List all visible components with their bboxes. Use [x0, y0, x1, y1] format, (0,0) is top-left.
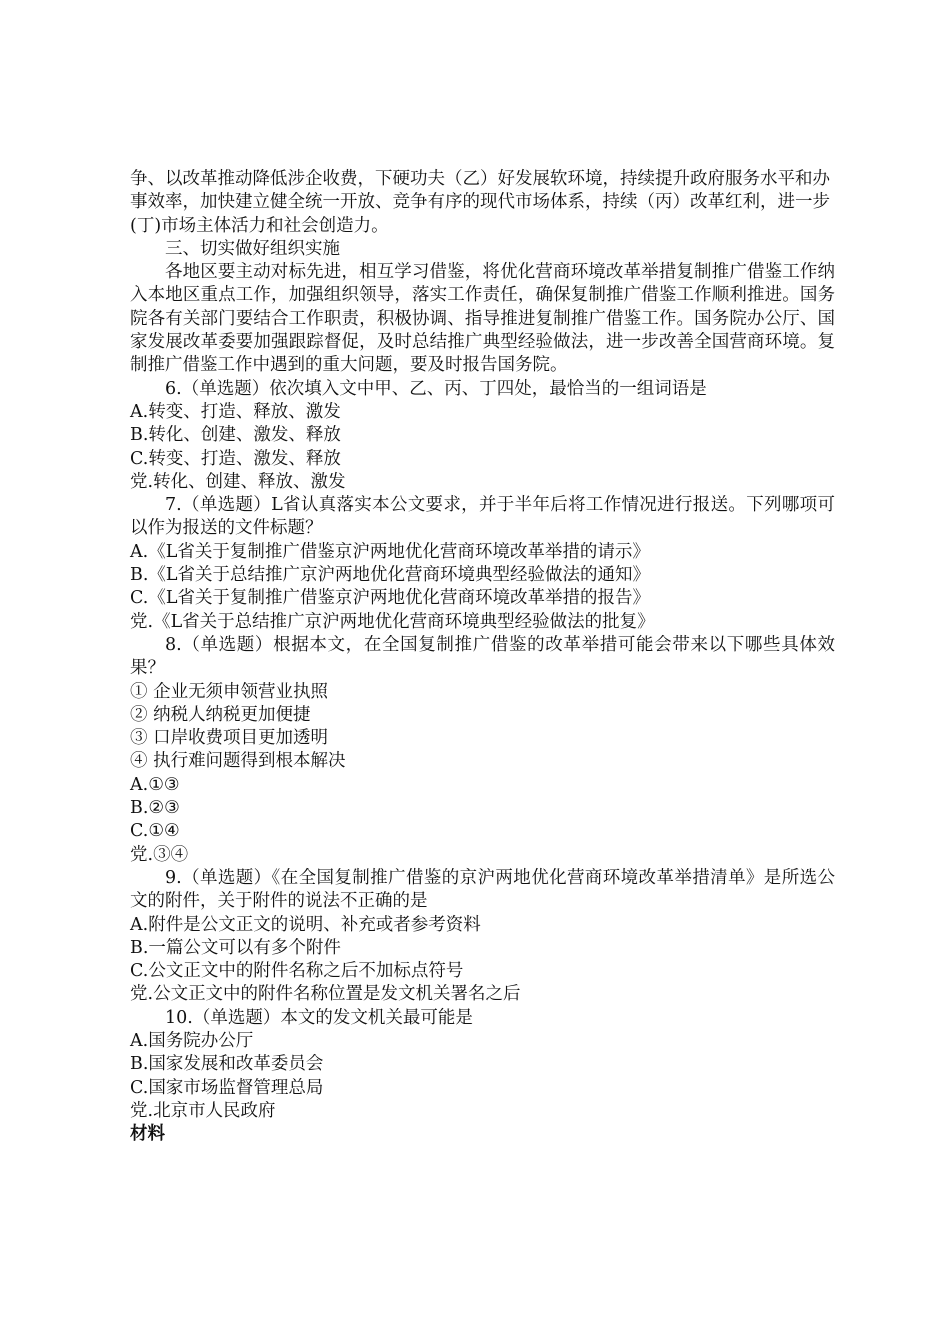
answer-option: A.《L省关于复制推广借鉴京沪两地优化营商环境改革举措的请示》 [130, 541, 650, 562]
answer-option: C.公文正文中的附件名称之后不加标点符号 [130, 961, 464, 982]
passage-paragraph: 各地区要主动对标先进，相互学习借鉴，将优化营商环境改革举措复制推广借鉴工作纳入本地区重点工作，加强组织领导，落实工作责任，确保复制推广借鉴工作顺利推进。国务院各有关部门要结合工作职责，积极协调、指导推进复制推广借鉴工作。国务院办公厅、国家发展改革委要加强跟踪督促，及时总结推广典型经验做法，进一步改善全国营商环境。复制推广借鉴工作中遇到的重大问题，要及时报告国务院。 [130, 262, 835, 376]
answer-option: B.一篇公文可以有多个附件 [130, 937, 341, 958]
material-heading: 材料 [130, 1124, 165, 1145]
answer-option: 党.转化、创建、释放、激发 [130, 471, 346, 492]
answer-option: 党.《L省关于总结推广京沪两地优化营商环境典型经验做法的批复》 [130, 611, 655, 632]
question-stem: 10.（单选题）本文的发文机关最可能是 [165, 1007, 473, 1028]
answer-option: A.国务院办公厅 [130, 1030, 254, 1051]
answer-option: B.转化、创建、激发、释放 [130, 425, 341, 446]
answer-option: 党.北京市人民政府 [130, 1100, 276, 1121]
question-stem: 8.（单选题）根据本文，在全国复制推广借鉴的改革举措可能会带来以下哪些具体效果？ [130, 634, 835, 679]
answer-option: A.附件是公文正文的说明、补充或者参考资料 [130, 914, 481, 935]
answer-option: B.②③ [130, 798, 180, 819]
answer-option: B.国家发展和改革委员会 [130, 1054, 324, 1075]
question-stem: 9.（单选题）《在全国复制推广借鉴的京沪两地优化营商环境改革举措清单》是所选公文的附件，关于附件的说法不正确的是 [130, 867, 835, 912]
answer-option: C.①④ [130, 821, 180, 842]
passage-paragraph: 争、以改革推动降低涉企收费，下硬功夫（乙）好发展软环境，持续提升政府服务水平和办事效率，加快建立健全统一开放、竞争有序的现代市场体系，持续（丙）改革红利，进一步(丁)市场主体活力和社会创造力。 [130, 169, 830, 236]
question-stem: 6.（单选题）依次填入文中甲、乙、丙、丁四处，最恰当的一组词语是 [165, 378, 707, 399]
answer-option: A.①③ [130, 774, 180, 795]
answer-option: C.转变、打造、激发、释放 [130, 448, 341, 469]
question-stem: 7.（单选题）L省认真落实本公文要求，并于半年后将工作情况进行报送。下列哪项可以作为报送的文件标题？ [130, 495, 835, 539]
answer-option: 党.③④ [130, 844, 189, 865]
answer-option: B.《L省关于总结推广京沪两地优化营商环境典型经验做法的通知》 [130, 565, 651, 586]
answer-option: 党.公文正文中的附件名称位置是发文机关署名之后 [130, 984, 521, 1005]
statement-item: ① 企业无须申领营业执照 [130, 681, 329, 702]
section-heading: 三、切实做好组织实施 [165, 238, 340, 259]
answer-option: C.《L省关于复制推广借鉴京沪两地优化营商环境改革举措的报告》 [130, 588, 650, 609]
document-body [130, 168, 835, 1146]
statement-item: ④ 执行难问题得到根本解决 [130, 751, 346, 772]
answer-option: A.转变、打造、释放、激发 [130, 401, 341, 422]
statement-item: ② 纳税人纳税更加便捷 [130, 704, 311, 725]
statement-item: ③ 口岸收费项目更加透明 [130, 728, 329, 749]
answer-option: C.国家市场监督管理总局 [130, 1077, 324, 1098]
